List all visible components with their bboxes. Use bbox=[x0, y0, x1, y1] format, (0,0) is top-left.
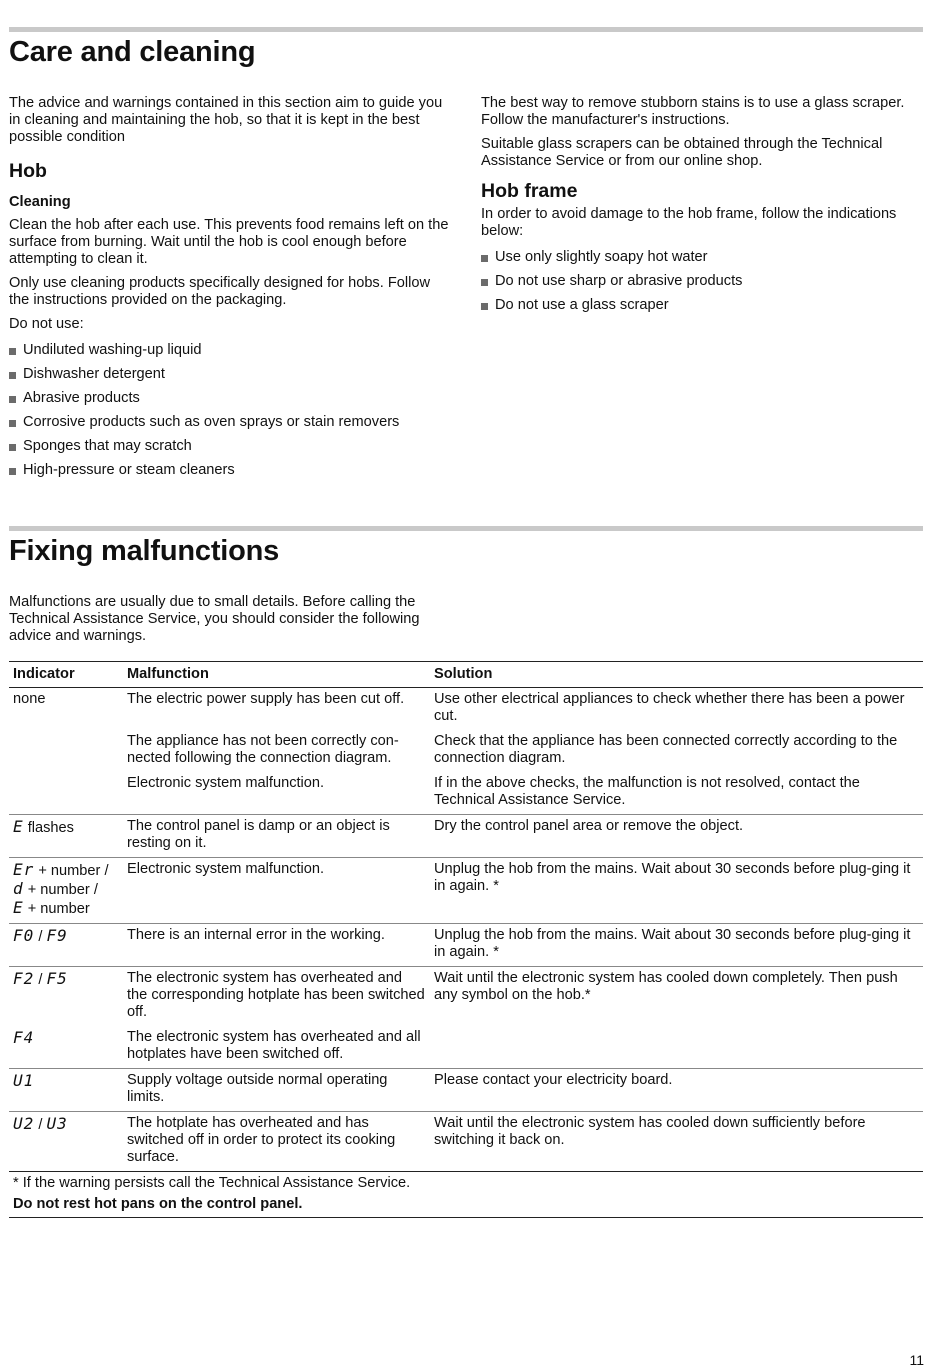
hob-frame-intro: In order to avoid damage to the hob frame, follow the indications below: bbox=[481, 206, 897, 239]
header-solution: Solution bbox=[430, 662, 923, 688]
list-item: Corrosive products such as oven sprays or stain removers bbox=[9, 413, 449, 437]
malfunction-cell: Electronic system malfunction. bbox=[123, 858, 430, 924]
display-code-f2: F2 bbox=[13, 969, 35, 988]
malfunction-cell: The electronic system has overheated and the corresponding hotplate has been switched off. bbox=[123, 967, 430, 1027]
indicator-cell bbox=[9, 772, 123, 815]
section-divider bbox=[9, 27, 923, 32]
malfunction-cell: There is an internal error in the working. bbox=[123, 924, 430, 967]
malfunction-cell: The hotplate has overheated and has switched off in order to protect its cooking surface. bbox=[123, 1112, 430, 1172]
solution-cell: Wait until the electronic system has cooled down completely. Then push any symbol on the hob.* bbox=[430, 967, 923, 1027]
solution-cell: Check that the appliance has been connected correctly according to the connection diagram. bbox=[434, 733, 898, 766]
care-left-column bbox=[9, 95, 449, 485]
malfunctions-intro-block bbox=[9, 594, 454, 652]
malfunction-cell: The control panel is damp or an object is resting on it. bbox=[123, 815, 430, 858]
table-row bbox=[9, 772, 923, 815]
table-row bbox=[9, 1069, 923, 1112]
malfunction-cell: Electronic system malfunction. bbox=[127, 775, 325, 791]
list-item: Undiluted washing-up liquid bbox=[9, 341, 449, 365]
page-number: 11 bbox=[909, 1352, 924, 1368]
indicator-number: + number bbox=[27, 901, 90, 917]
indicator-flashes: flashes bbox=[27, 820, 74, 836]
indicator-number: + number / bbox=[27, 882, 98, 898]
solution-cell: Wait until the electronic system has cooled down sufficiently before switching it back on. bbox=[430, 1112, 923, 1172]
page-title: Care and cleaning bbox=[9, 36, 256, 68]
malfunctions-table bbox=[9, 661, 923, 1218]
solution-cell: Unplug the hob from the mains. Wait about 30 seconds before plug-ging it in again. * bbox=[430, 924, 923, 967]
malfunction-cell: Supply voltage outside normal operating limits. bbox=[123, 1069, 430, 1112]
display-code-f9: F9 bbox=[46, 926, 68, 945]
malfunctions-intro: Malfunctions are usually due to small details. Before calling the Technical Assistance Service, you should consider the following advice and warnings. bbox=[9, 594, 420, 644]
care-intro: The advice and warnings contained in this section aim to guide you in cleaning and maintaining the hob, so that it is kept in the best possible condition bbox=[9, 95, 443, 145]
solution-cell: If in the above checks, the malfunction is not resolved, contact the Technical Assistance Service. bbox=[434, 775, 860, 808]
malfunction-cell: The electronic system has overheated and all hotplates have been switched off. bbox=[127, 1029, 421, 1062]
display-code-u3: U3 bbox=[46, 1114, 68, 1133]
display-code-d: d bbox=[13, 879, 24, 898]
do-not-use-label: Do not use: bbox=[9, 316, 84, 332]
list-item: High-pressure or steam cleaners bbox=[9, 461, 449, 485]
table-row bbox=[9, 858, 923, 924]
cleaning-paragraph-2: Only use cleaning products specifically designed for hobs. Follow the instructions provided on the packaging. bbox=[9, 275, 431, 308]
list-item: Do not use sharp or abrasive products bbox=[481, 272, 921, 296]
code-separator: / bbox=[38, 972, 43, 988]
table-footnote-row bbox=[9, 1172, 923, 1195]
indicator-cell bbox=[9, 1069, 123, 1112]
header-malfunction: Malfunction bbox=[123, 662, 430, 688]
display-code-e: E bbox=[13, 817, 24, 836]
solution-cell: Dry the control panel area or remove the object. bbox=[430, 815, 923, 858]
list-item: Do not use a glass scraper bbox=[481, 296, 921, 320]
list-item: Abrasive products bbox=[9, 389, 449, 413]
solution-cell: Unplug the hob from the mains. Wait about 30 seconds before plug-ging it in again. * bbox=[430, 858, 923, 924]
table-row bbox=[9, 924, 923, 967]
warning-note: Do not rest hot pans on the control panel. bbox=[9, 1194, 923, 1218]
header-indicator: Indicator bbox=[9, 662, 123, 688]
table-row bbox=[9, 1026, 923, 1069]
table-row bbox=[9, 688, 923, 731]
cleaning-paragraph-1: Clean the hob after each use. This prevents food remains left on the surface from burning. Wait until the hob is cool enough before attempting to clean it. bbox=[9, 217, 449, 267]
indicator-cell bbox=[9, 730, 123, 772]
indicator-cell bbox=[9, 924, 123, 967]
table-header-row bbox=[9, 662, 923, 688]
solution-cell: Use other electrical appliances to check whether there has been a power cut. bbox=[434, 691, 905, 724]
hob-frame-list bbox=[481, 248, 921, 320]
display-code-er: Er bbox=[13, 860, 35, 879]
indicator-cell bbox=[9, 1026, 123, 1069]
care-right-column bbox=[481, 95, 921, 320]
malfunction-cell: The appliance has not been correctly con-nected following the connection diagram. bbox=[127, 733, 399, 766]
table-row bbox=[9, 815, 923, 858]
malfunctions-title: Fixing malfunctions bbox=[9, 535, 280, 567]
footnote: * If the warning persists call the Technical Assistance Service. bbox=[13, 1175, 411, 1191]
table-warning-row bbox=[9, 1194, 923, 1218]
table-row bbox=[9, 967, 923, 1027]
indicator-cell: none bbox=[13, 691, 46, 707]
scraper-paragraph: The best way to remove stubborn stains is to use a glass scraper. Follow the manufacturer's instructions. bbox=[481, 95, 905, 128]
code-separator: / bbox=[38, 929, 43, 945]
cleaning-heading: Cleaning bbox=[9, 194, 71, 210]
list-item: Use only slightly soapy hot water bbox=[481, 248, 921, 272]
list-item: Sponges that may scratch bbox=[9, 437, 449, 461]
display-code-u2: U2 bbox=[13, 1114, 35, 1133]
malfunction-cell: The electric power supply has been cut off. bbox=[127, 691, 405, 707]
display-code-f4: F4 bbox=[13, 1028, 35, 1047]
table-row bbox=[9, 1112, 923, 1172]
list-item: Dishwasher detergent bbox=[9, 365, 449, 389]
hob-heading: Hob bbox=[9, 160, 47, 182]
indicator-number: + number / bbox=[38, 863, 109, 879]
solution-cell bbox=[430, 1026, 923, 1069]
indicator-cell bbox=[9, 967, 123, 1027]
indicator-cell bbox=[9, 1112, 123, 1172]
display-code-e: E bbox=[13, 898, 24, 917]
display-code-u1: U1 bbox=[13, 1071, 35, 1090]
do-not-use-list bbox=[9, 341, 449, 485]
display-code-f0: F0 bbox=[13, 926, 35, 945]
scraper-source-paragraph: Suitable glass scrapers can be obtained through the Technical Assistance Service or from our online shop. bbox=[481, 136, 883, 169]
hob-frame-heading: Hob frame bbox=[481, 180, 578, 202]
indicator-cell bbox=[9, 858, 123, 924]
code-separator: / bbox=[38, 1117, 43, 1133]
table-row bbox=[9, 730, 923, 772]
display-code-f5: F5 bbox=[46, 969, 68, 988]
section-divider bbox=[9, 526, 923, 531]
solution-cell: Please contact your electricity board. bbox=[430, 1069, 923, 1112]
indicator-cell bbox=[9, 815, 123, 858]
